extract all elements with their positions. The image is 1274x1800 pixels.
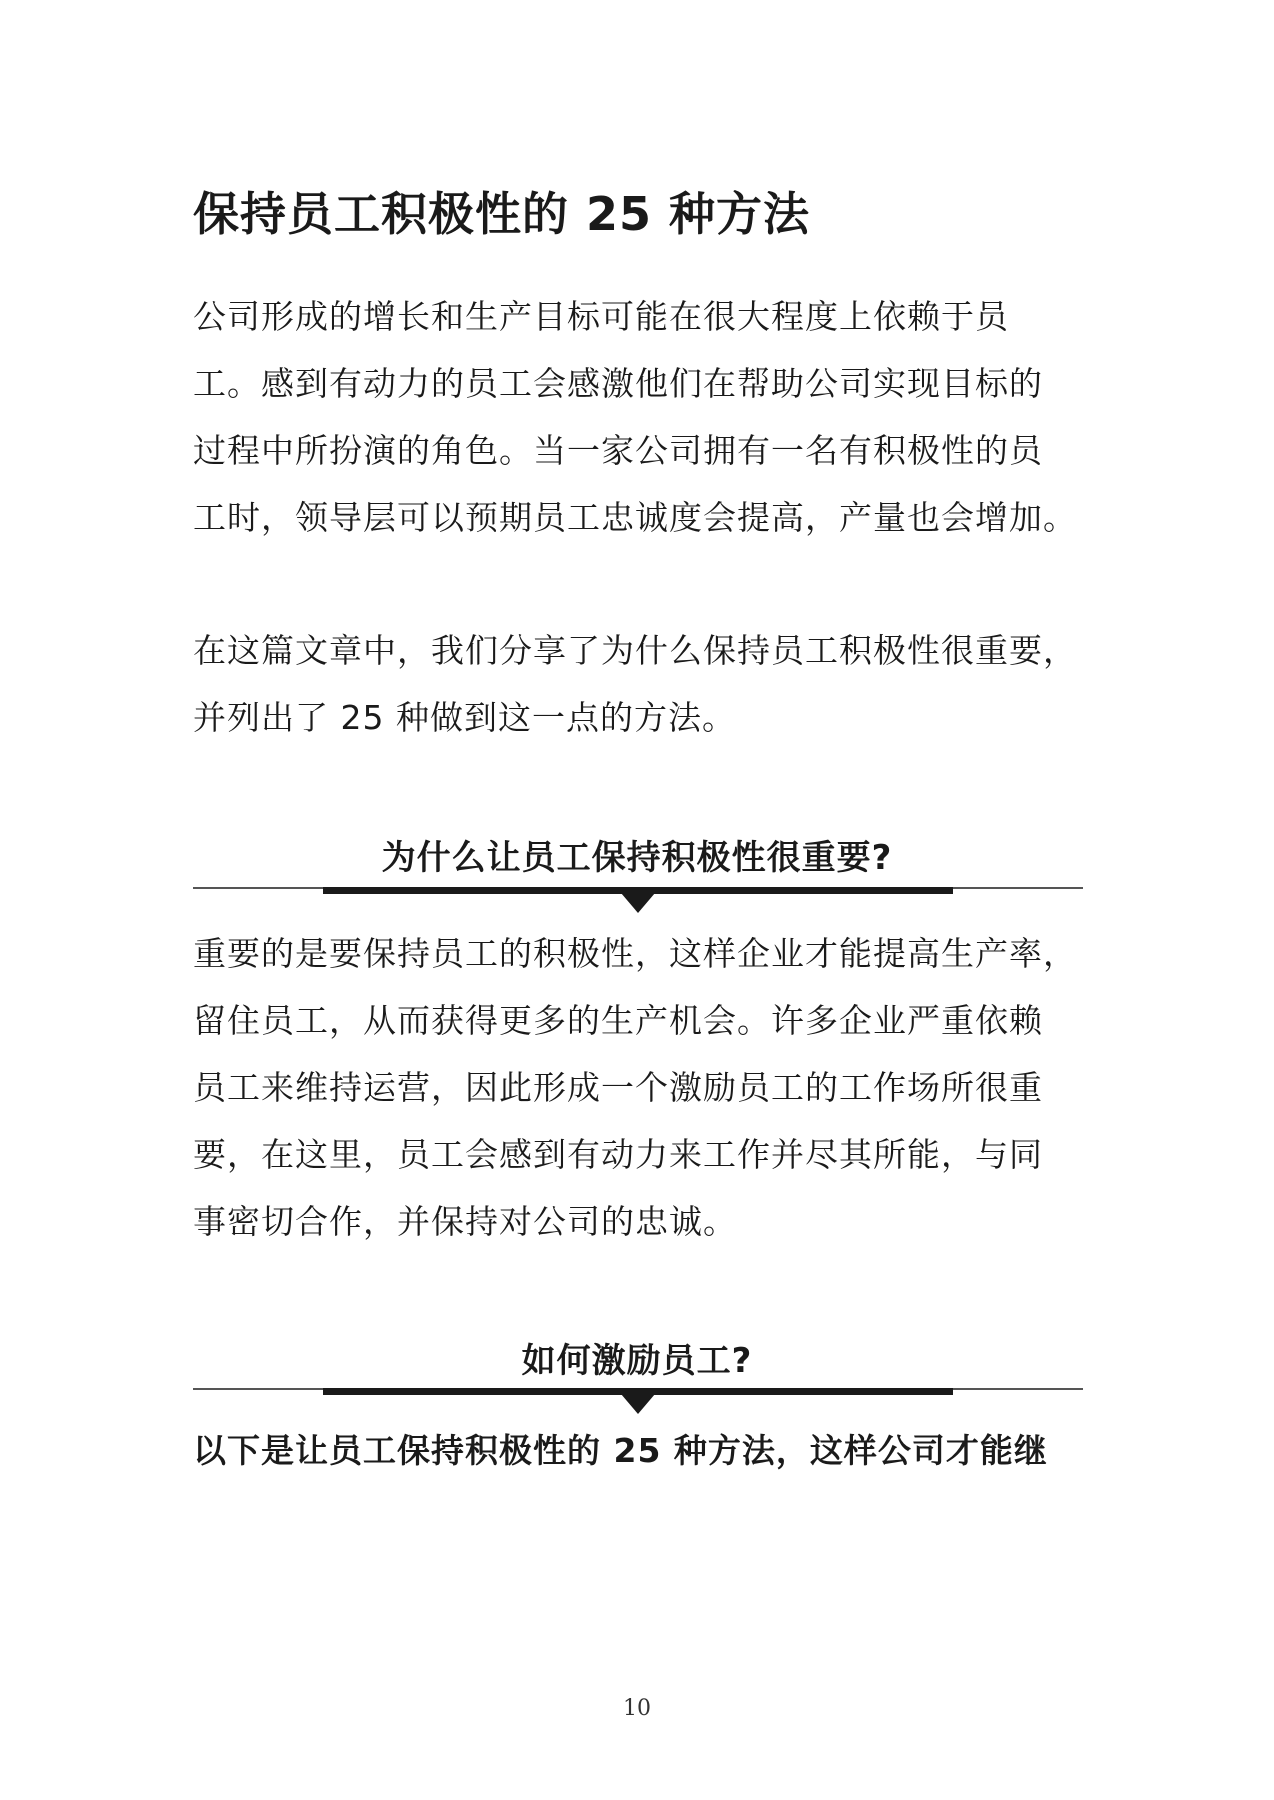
second-paragraph [193, 617, 1093, 751]
paragraph-line: 要，在这里，员工会感到有动力来工作并尽其所能，与同 [193, 1135, 1043, 1174]
paragraph-line: 过程中所扮演的角色。当一家公司拥有一名有积极性的员 [193, 431, 1043, 470]
section-divider [193, 1388, 1083, 1424]
section-heading-how: 如何激励员工? [521, 1341, 753, 1381]
paragraph-line: 留住员工，从而获得更多的生产机会。许多企业严重依赖 [193, 1001, 1043, 1040]
paragraph-line: 工。感到有动力的员工会感激他们在帮助公司实现目标的 [193, 364, 1043, 403]
paragraph-line: 公司形成的增长和生产目标可能在很大程度上依赖于员 [193, 297, 1009, 336]
triangle-down-icon [621, 1394, 655, 1414]
paragraph-line: 工时，领导层可以预期员工忠诚度会提高，产量也会增加。 [193, 498, 1077, 537]
paragraph-line: 员工来维持运营，因此形成一个激励员工的工作场所很重 [193, 1068, 1043, 1107]
page-number: 10 [623, 1696, 651, 1721]
triangle-down-icon [621, 893, 655, 913]
section-divider [193, 887, 1083, 923]
paragraph-line: 在这篇文章中，我们分享了为什么保持员工积极性很重要， [193, 631, 1077, 670]
section-how-lead-line: 以下是让员工保持积极性的 25 种方法，这样公司才能继 [193, 1431, 1048, 1470]
paragraph-line: 事密切合作，并保持对公司的忠诚。 [193, 1202, 737, 1241]
paragraph-line: 重要的是要保持员工的积极性，这样企业才能提高生产率， [193, 934, 1077, 973]
section-heading-why: 为什么让员工保持积极性很重要? [381, 838, 893, 878]
intro-paragraph [193, 283, 1093, 551]
section-why-paragraph [193, 920, 1093, 1255]
page-title: 保持员工积极性的 25 种方法 [193, 187, 811, 241]
paragraph-line: 并列出了 25 种做到这一点的方法。 [193, 698, 736, 737]
